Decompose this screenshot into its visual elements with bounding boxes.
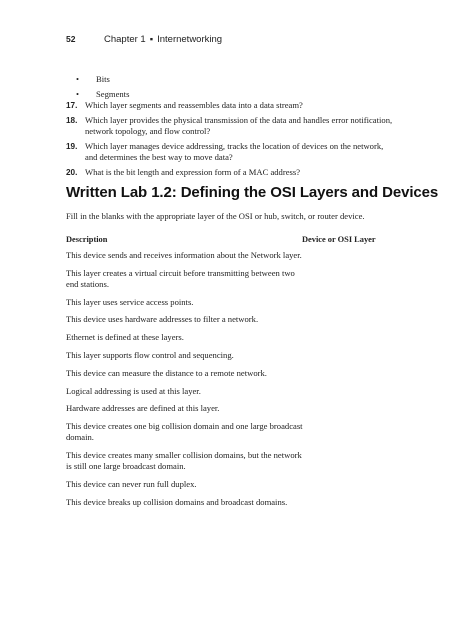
table-row: This device sends and receives information about the Network layer. bbox=[66, 250, 302, 260]
column-header-layer: Device or OSI Layer bbox=[302, 235, 376, 244]
bullet-text: Segments bbox=[96, 89, 130, 99]
chapter-number: Chapter 1 bbox=[104, 34, 146, 45]
list-item bbox=[76, 72, 129, 87]
table-row: This device breaks up collision domains and broadcast domains. bbox=[66, 496, 288, 507]
table-row: This device uses hardware addresses to filter a network. bbox=[66, 314, 259, 325]
question-list bbox=[66, 100, 396, 182]
table-row: Hardware addresses are defined at this layer. bbox=[66, 403, 220, 414]
table-row: This device creates one big collision domain and one large broadcast domain. bbox=[66, 421, 303, 443]
question-item bbox=[66, 100, 396, 111]
separator-bullet: ▪ bbox=[149, 34, 154, 45]
bullet-list bbox=[76, 72, 129, 102]
section-title: Written Lab 1.2: Defining the OSI Layers and Devices bbox=[66, 184, 439, 201]
table-row: Ethernet is defined at these layers. bbox=[66, 332, 184, 343]
question-text: Which layer segments and reassembles data into a data stream? bbox=[85, 100, 303, 110]
question-text: Which layer manages device addressing, tracks the location of devices on the network, and determines the best way to move data? bbox=[85, 141, 384, 162]
question-item bbox=[66, 141, 396, 163]
bullet-icon: • bbox=[76, 89, 80, 99]
table-row: This device can measure the distance to a remote network. bbox=[66, 367, 267, 378]
question-number: 19. bbox=[66, 142, 78, 151]
table-row: Logical addressing is used at this layer. bbox=[66, 385, 201, 396]
table-row: This device can never run full duplex. bbox=[66, 478, 197, 489]
description-list bbox=[66, 250, 306, 514]
question-text: What is the bit length and expression form of a MAC address? bbox=[85, 167, 301, 177]
section-intro: Fill in the blanks with the appropriate layer of the OSI or hub, switch, or router device. bbox=[66, 211, 365, 221]
question-number: 17. bbox=[66, 101, 78, 110]
question-number: 18. bbox=[66, 116, 78, 125]
chapter-title: Internetworking bbox=[157, 34, 223, 45]
table-row: This layer supports flow control and sequencing. bbox=[66, 349, 234, 360]
table-row: This layer creates a virtual circuit before transmitting between two end stations. bbox=[66, 267, 295, 289]
chapter-label bbox=[104, 34, 222, 45]
question-text: Which layer provides the physical transmission of the data and handles error notification, network topology, and flow control? bbox=[85, 115, 393, 136]
table-row: This device creates many smaller collision domains, but the network is still one large broadcast domain. bbox=[66, 449, 302, 471]
page-number: 52 bbox=[66, 34, 76, 44]
question-item bbox=[66, 167, 396, 178]
bullet-text: Bits bbox=[96, 74, 110, 84]
table-row: This layer uses service access points. bbox=[66, 296, 194, 307]
running-head bbox=[66, 34, 222, 45]
column-header-description: Description bbox=[66, 235, 108, 244]
question-item bbox=[66, 115, 396, 137]
bullet-icon: • bbox=[76, 74, 80, 84]
question-number: 20. bbox=[66, 168, 78, 177]
